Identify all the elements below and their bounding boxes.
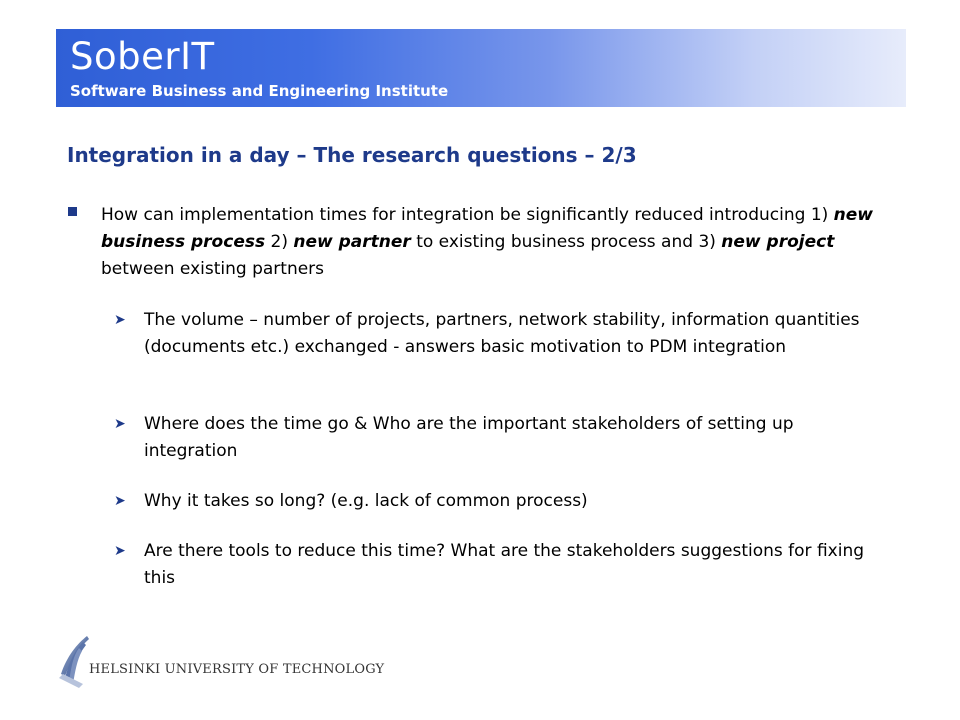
main-text-part1: How can implementation times for integration be significantly reduced introducing 1): [101, 205, 834, 225]
sub-bullet-text: Are there tools to reduce this time? What are the stakeholders suggestions for fixing this: [144, 541, 865, 588]
university-logo-icon: [53, 634, 93, 690]
slide-title: Integration in a day – The research questions – 2/3: [67, 143, 637, 167]
sub-bullet-text: Where does the time go & Who are the important stakeholders of setting up integration: [144, 414, 794, 461]
brand-title: SoberIT: [70, 35, 215, 78]
sub-bullet-text: The volume – number of projects, partners, network stability, information quantities (documents etc.) exchanged - answers basic motivation to PDM integration: [144, 310, 860, 357]
main-text-part2: 2): [265, 232, 294, 252]
emphasis-new-partner: new partner: [293, 232, 411, 252]
emphasis-new-project: new project: [721, 232, 835, 252]
header-banner: [56, 29, 906, 107]
emphasis-new-business-process: new business process: [101, 205, 874, 252]
arrow-bullet-icon: ➤: [114, 416, 126, 432]
arrow-bullet-icon: ➤: [114, 312, 126, 328]
brand-subtitle: Software Business and Engineering Institute: [70, 82, 449, 100]
sub-bullet-text: Why it takes so long? (e.g. lack of common process): [144, 491, 588, 511]
footer-institution: HELSINKI UNIVERSITY OF TECHNOLOGY: [89, 662, 385, 677]
arrow-bullet-icon: ➤: [114, 493, 126, 509]
main-text-part4: between existing partners: [101, 259, 325, 279]
main-bullet-text: [101, 202, 881, 283]
arrow-bullet-icon: ➤: [114, 543, 126, 559]
main-text-part3: to existing business process and 3): [410, 232, 722, 252]
square-bullet-icon: [68, 207, 77, 216]
